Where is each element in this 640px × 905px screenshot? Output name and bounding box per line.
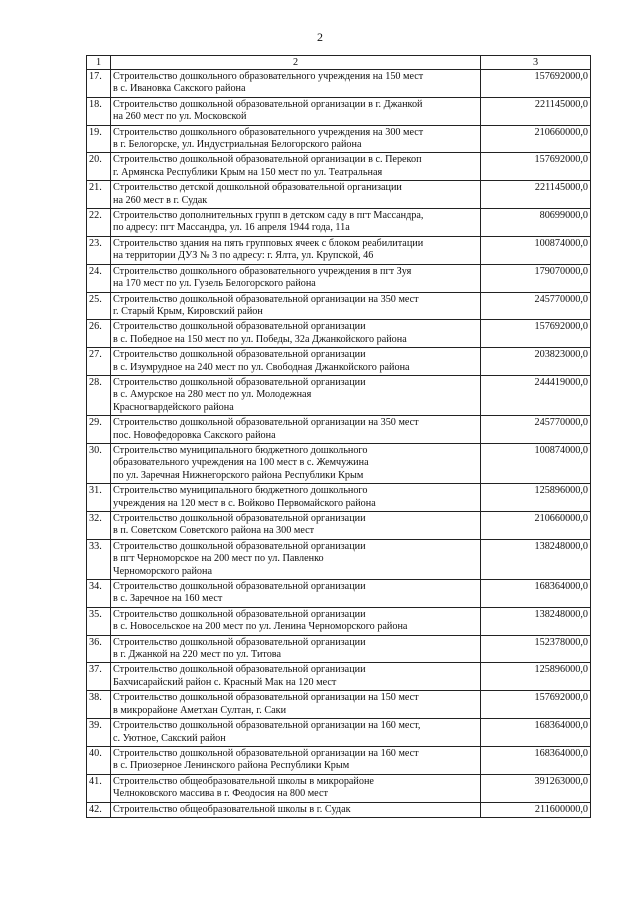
row-description-cell: Строительство дошкольной образовательной организации Бахчисарайский район с. Красный Мак на 120 мест [111, 663, 481, 691]
row-description-cell: Строительство дошкольной образовательной организации на 350 мест пос. Новофедоровка Сакского района [111, 416, 481, 444]
table-row [87, 719, 591, 747]
table-row [87, 443, 591, 483]
table-row [87, 348, 591, 376]
table-row [87, 512, 591, 540]
row-description-cell: Строительство дошкольной образовательной организации в с. Перекоп г. Армянска Республики Крым на 150 мест по ул. Театральная [111, 153, 481, 181]
table-row [87, 375, 591, 415]
row-number-cell: 22. [87, 209, 111, 237]
row-number-cell: 17. [87, 70, 111, 98]
row-description-cell: Строительство дошкольного образовательного учреждения на 150 мест в с. Ивановка Сакского района [111, 70, 481, 98]
table-row [87, 264, 591, 292]
row-number-cell: 35. [87, 607, 111, 635]
table-row [87, 125, 591, 153]
table-row [87, 607, 591, 635]
row-number-cell: 20. [87, 153, 111, 181]
row-number-cell: 19. [87, 125, 111, 153]
row-amount-cell: 245770000,0 [481, 292, 591, 320]
table-row [87, 70, 591, 98]
table-row [87, 635, 591, 663]
row-number-cell: 18. [87, 97, 111, 125]
row-number-cell: 42. [87, 802, 111, 817]
table-row [87, 416, 591, 444]
row-description-cell: Строительство дошкольной образовательной организации в с. Заречное на 160 мест [111, 580, 481, 608]
table-row [87, 691, 591, 719]
row-description-cell: Строительство дошкольной образовательной организации в с. Амурское на 280 мест по ул. Молодежная Красногвардейского района [111, 375, 481, 415]
table-row [87, 774, 591, 802]
table-row [87, 320, 591, 348]
table-row [87, 153, 591, 181]
table-header-row [87, 56, 591, 70]
row-number-cell: 39. [87, 719, 111, 747]
row-amount-cell: 157692000,0 [481, 691, 591, 719]
row-amount-cell: 179070000,0 [481, 264, 591, 292]
table-row [87, 209, 591, 237]
column-header-number: 1 [87, 56, 111, 70]
row-number-cell: 38. [87, 691, 111, 719]
table-row [87, 802, 591, 817]
table-row [87, 236, 591, 264]
row-amount-cell: 157692000,0 [481, 70, 591, 98]
row-amount-cell: 168364000,0 [481, 719, 591, 747]
row-number-cell: 40. [87, 746, 111, 774]
row-amount-cell: 157692000,0 [481, 320, 591, 348]
row-description-cell: Строительство муниципального бюджетного дошкольного образовательного учреждения на 100 мест в с. Жемчужина по ул. Заречная Нижнегорского района Республики Крым [111, 443, 481, 483]
row-description-cell: Строительство общеобразовательной школы в г. Судак [111, 802, 481, 817]
row-description-cell: Строительство дошкольной образовательной организации в г. Джанкой на 260 мест по ул. Московской [111, 97, 481, 125]
column-header-amount: 3 [481, 56, 591, 70]
row-amount-cell: 245770000,0 [481, 416, 591, 444]
row-description-cell: Строительство дошкольной образовательной организации на 160 мест в с. Приозерное Ленинского района Республики Крым [111, 746, 481, 774]
row-description-cell: Строительство дошкольного образовательного учреждения на 300 мест в г. Белогорске, ул. Индустриальная Белогорского района [111, 125, 481, 153]
table-row [87, 539, 591, 579]
page-number: 2 [317, 30, 323, 44]
row-number-cell: 27. [87, 348, 111, 376]
row-amount-cell: 221145000,0 [481, 181, 591, 209]
row-description-cell: Строительство здания на пять групповых ячеек с блоком реабилитации на территории ДУЗ № 3 по адресу: г. Ялта, ул. Крупской, 46 [111, 236, 481, 264]
row-amount-cell: 203823000,0 [481, 348, 591, 376]
row-number-cell: 37. [87, 663, 111, 691]
row-description-cell: Строительство муниципального бюджетного дошкольного учреждения на 120 мест в с. Войково Первомайского района [111, 484, 481, 512]
row-number-cell: 29. [87, 416, 111, 444]
table-row [87, 181, 591, 209]
row-amount-cell: 157692000,0 [481, 153, 591, 181]
row-number-cell: 33. [87, 539, 111, 579]
row-amount-cell: 391263000,0 [481, 774, 591, 802]
row-amount-cell: 100874000,0 [481, 236, 591, 264]
row-amount-cell: 80699000,0 [481, 209, 591, 237]
column-header-description: 2 [111, 56, 481, 70]
table-row [87, 746, 591, 774]
row-description-cell: Строительство дошкольной образовательной организации в пгт Черноморское на 200 мест по ул. Павленко Черноморского района [111, 539, 481, 579]
row-number-cell: 41. [87, 774, 111, 802]
row-number-cell: 25. [87, 292, 111, 320]
row-amount-cell: 210660000,0 [481, 512, 591, 540]
row-number-cell: 28. [87, 375, 111, 415]
row-amount-cell: 168364000,0 [481, 746, 591, 774]
construction-projects-table [86, 55, 591, 818]
row-description-cell: Строительство дошкольной образовательной организации в г. Джанкой на 220 мест по ул. Титова [111, 635, 481, 663]
row-number-cell: 36. [87, 635, 111, 663]
row-amount-cell: 244419000,0 [481, 375, 591, 415]
row-description-cell: Строительство дошкольной образовательной организации в с. Изумрудное на 240 мест по ул. Свободная Джанкойского района [111, 348, 481, 376]
row-amount-cell: 221145000,0 [481, 97, 591, 125]
row-number-cell: 34. [87, 580, 111, 608]
row-amount-cell: 152378000,0 [481, 635, 591, 663]
row-amount-cell: 125896000,0 [481, 663, 591, 691]
row-description-cell: Строительство дошкольной образовательной организации на 150 мест в микрорайоне Аметхан Султан, г. Саки [111, 691, 481, 719]
row-amount-cell: 168364000,0 [481, 580, 591, 608]
table-row [87, 663, 591, 691]
row-amount-cell: 210660000,0 [481, 125, 591, 153]
row-number-cell: 23. [87, 236, 111, 264]
row-number-cell: 26. [87, 320, 111, 348]
row-description-cell: Строительство дошкольной образовательной организации в п. Советском Советского района на 300 мест [111, 512, 481, 540]
row-number-cell: 30. [87, 443, 111, 483]
row-description-cell: Строительство детской дошкольной образовательной организации на 260 мест в г. Судак [111, 181, 481, 209]
row-description-cell: Строительство дошкольной образовательной организации в с. Победное на 150 мест по ул. Победы, 32а Джанкойского района [111, 320, 481, 348]
row-number-cell: 32. [87, 512, 111, 540]
row-amount-cell: 100874000,0 [481, 443, 591, 483]
row-number-cell: 24. [87, 264, 111, 292]
row-description-cell: Строительство дошкольной образовательной организации на 350 мест г. Старый Крым, Кировский район [111, 292, 481, 320]
table-row [87, 580, 591, 608]
table-row [87, 97, 591, 125]
table-row [87, 292, 591, 320]
row-description-cell: Строительство дошкольного образовательного учреждения в пгт Зуя на 170 мест по ул. Гузель Белогорского района [111, 264, 481, 292]
row-description-cell: Строительство дошкольной образовательной организации на 160 мест, с. Уютное, Сакский район [111, 719, 481, 747]
row-number-cell: 21. [87, 181, 111, 209]
row-description-cell: Строительство общеобразовательной школы в микрорайоне Челноковского массива в г. Феодосия на 800 мест [111, 774, 481, 802]
row-amount-cell: 211600000,0 [481, 802, 591, 817]
row-description-cell: Строительство дошкольной образовательной организации в с. Новосельское на 200 мест по ул. Ленина Черноморского района [111, 607, 481, 635]
table-row [87, 484, 591, 512]
row-description-cell: Строительство дополнительных групп в детском саду в пгт Массандра, по адресу: пгт Массандра, ул. 16 апреля 1944 года, 11а [111, 209, 481, 237]
row-amount-cell: 138248000,0 [481, 539, 591, 579]
row-amount-cell: 138248000,0 [481, 607, 591, 635]
row-amount-cell: 125896000,0 [481, 484, 591, 512]
row-number-cell: 31. [87, 484, 111, 512]
